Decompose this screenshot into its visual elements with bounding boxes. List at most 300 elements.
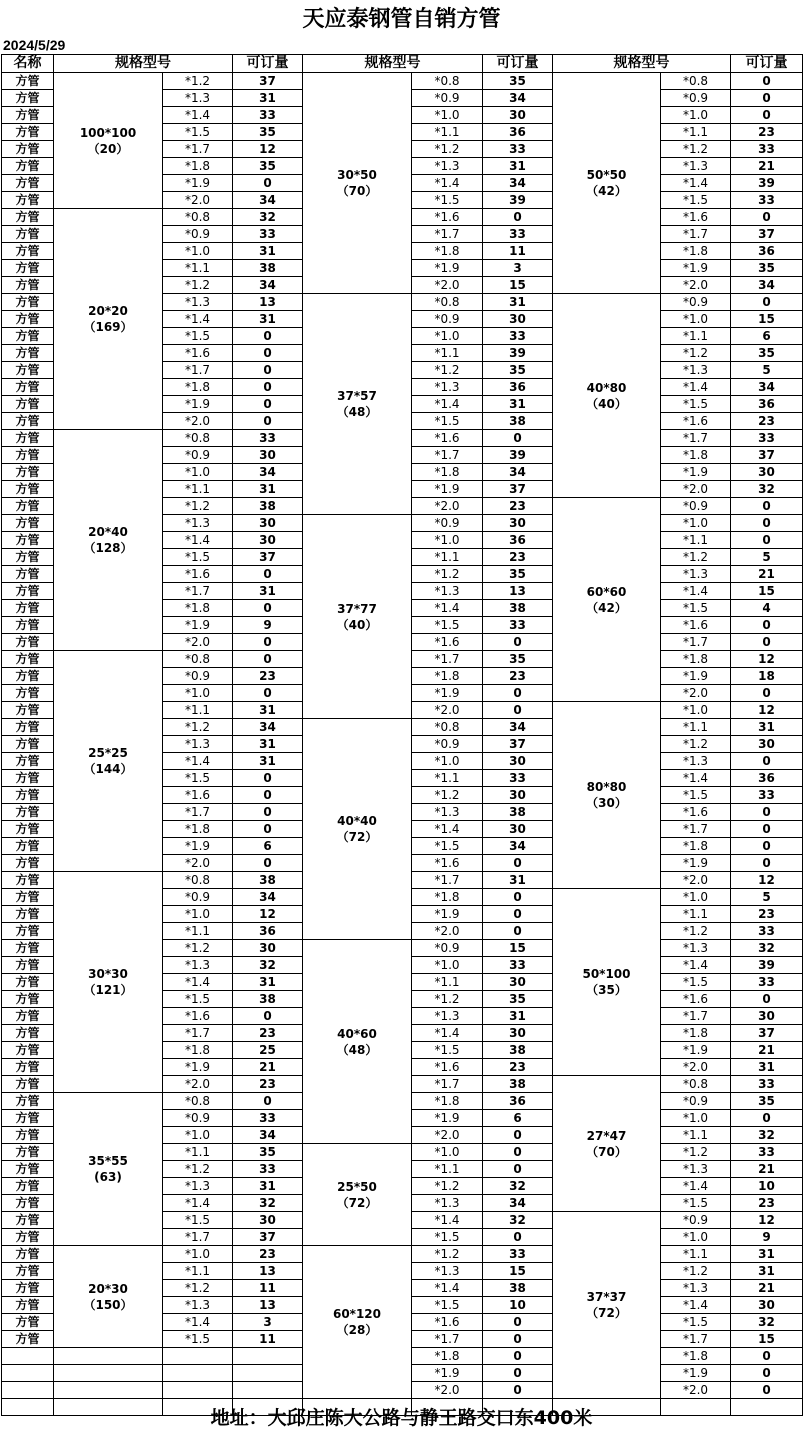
thickness-cell: *1.0	[661, 1110, 731, 1127]
quantity-cell: 4	[731, 600, 803, 617]
quantity-cell: 13	[233, 294, 303, 311]
thickness-cell: *1.0	[163, 1127, 233, 1144]
quantity-cell: 0	[233, 413, 303, 430]
quantity-cell: 33	[483, 617, 553, 634]
quantity-cell: 0	[233, 651, 303, 668]
thickness-cell: *0.9	[412, 90, 483, 107]
thickness-cell: *0.9	[163, 226, 233, 243]
thickness-cell: *1.7	[661, 430, 731, 447]
quantity-cell: 0	[233, 345, 303, 362]
thickness-cell: *1.5	[163, 1331, 233, 1348]
thickness-cell: *1.3	[163, 90, 233, 107]
product-name-cell: 方管	[2, 447, 54, 464]
thickness-cell: *2.0	[661, 1059, 731, 1076]
quantity-cell: 23	[483, 1059, 553, 1076]
quantity-cell: 30	[483, 1025, 553, 1042]
product-name-cell	[2, 1382, 54, 1399]
quantity-cell: 33	[731, 1144, 803, 1161]
product-name-cell: 方管	[2, 549, 54, 566]
thickness-cell: *1.8	[412, 243, 483, 260]
quantity-cell: 32	[483, 1178, 553, 1195]
thickness-cell: *1.9	[163, 838, 233, 855]
thickness-cell: *1.7	[412, 651, 483, 668]
thickness-cell: *1.0	[661, 1229, 731, 1246]
thickness-cell: *1.0	[661, 107, 731, 124]
product-name-cell: 方管	[2, 1314, 54, 1331]
thickness-cell: *1.9	[412, 260, 483, 277]
product-name-cell: 方管	[2, 481, 54, 498]
quantity-cell: 6	[483, 1110, 553, 1127]
size-label: 27*47	[586, 1128, 627, 1143]
size-group-cell	[303, 719, 412, 940]
product-name-cell: 方管	[2, 600, 54, 617]
thickness-cell: *1.3	[163, 294, 233, 311]
quantity-cell: 35	[731, 260, 803, 277]
report-date: 2024/5/29	[3, 37, 66, 53]
quantity-cell: 23	[233, 668, 303, 685]
thickness-cell: *1.2	[163, 498, 233, 515]
product-name-cell: 方管	[2, 1280, 54, 1297]
quantity-cell: 0	[483, 634, 553, 651]
thickness-cell: *1.9	[661, 668, 731, 685]
thickness-cell: *1.6	[412, 634, 483, 651]
quantity-cell: 31	[233, 243, 303, 260]
product-name-cell: 方管	[2, 991, 54, 1008]
thickness-cell: *1.9	[412, 1365, 483, 1382]
thickness-cell: *1.5	[412, 1229, 483, 1246]
thickness-cell: *1.7	[163, 362, 233, 379]
thickness-cell: *1.5	[661, 974, 731, 991]
quantity-cell: 15	[483, 277, 553, 294]
product-name-cell: 方管	[2, 1042, 54, 1059]
thickness-cell: *1.3	[661, 1280, 731, 1297]
thickness-cell: *2.0	[412, 498, 483, 515]
quantity-cell: 34	[483, 838, 553, 855]
header-spec: 规格型号	[54, 55, 233, 73]
thickness-cell: *1.0	[661, 515, 731, 532]
product-name-cell: 方管	[2, 515, 54, 532]
product-name-cell: 方管	[2, 906, 54, 923]
quantity-cell: 0	[731, 498, 803, 515]
quantity-cell: 0	[483, 1314, 553, 1331]
thickness-cell: *1.0	[163, 464, 233, 481]
quantity-cell: 0	[731, 855, 803, 872]
thickness-cell: *1.2	[412, 1178, 483, 1195]
quantity-cell: 23	[233, 1246, 303, 1263]
quantity-cell: 21	[731, 1042, 803, 1059]
size-label: 40*60	[337, 1026, 377, 1041]
quantity-cell: 0	[233, 600, 303, 617]
thickness-cell: *1.4	[412, 1025, 483, 1042]
thickness-cell: *1.2	[412, 787, 483, 804]
size-total: （150）	[83, 1297, 133, 1312]
quantity-cell: 32	[483, 1212, 553, 1229]
quantity-cell: 30	[731, 736, 803, 753]
thickness-cell: *1.9	[661, 464, 731, 481]
quantity-cell: 0	[731, 1110, 803, 1127]
thickness-cell: *1.7	[412, 1076, 483, 1093]
size-total: （121）	[83, 983, 133, 997]
thickness-cell: *2.0	[661, 685, 731, 702]
quantity-cell: 12	[731, 702, 803, 719]
thickness-cell: *1.5	[661, 787, 731, 804]
thickness-cell: *1.4	[412, 396, 483, 413]
quantity-cell: 0	[233, 566, 303, 583]
thickness-cell: *1.4	[163, 311, 233, 328]
product-name-cell: 方管	[2, 957, 54, 974]
product-name-cell: 方管	[2, 1297, 54, 1314]
quantity-cell: 30	[483, 107, 553, 124]
thickness-cell: *0.9	[412, 515, 483, 532]
quantity-cell: 38	[483, 1042, 553, 1059]
quantity-cell: 23	[483, 668, 553, 685]
product-name-cell: 方管	[2, 243, 54, 260]
quantity-cell: 5	[731, 549, 803, 566]
quantity-cell: 0	[483, 1127, 553, 1144]
size-label: 40*80	[586, 380, 627, 395]
thickness-cell: *1.0	[661, 702, 731, 719]
quantity-cell: 30	[233, 515, 303, 532]
thickness-cell: *1.1	[163, 702, 233, 719]
quantity-cell: 37	[483, 481, 553, 498]
thickness-cell: *1.4	[163, 1314, 233, 1331]
thickness-cell: *1.3	[412, 1263, 483, 1280]
thickness-cell: *1.4	[163, 1195, 233, 1212]
thickness-cell: *1.4	[661, 770, 731, 787]
product-name-cell: 方管	[2, 685, 54, 702]
thickness-cell: *0.8	[163, 872, 233, 889]
quantity-cell: 12	[233, 906, 303, 923]
thickness-cell: *2.0	[412, 277, 483, 294]
quantity-cell: 0	[731, 515, 803, 532]
thickness-cell: *2.0	[412, 1382, 483, 1399]
quantity-cell: 0	[731, 634, 803, 651]
product-name-cell: 方管	[2, 855, 54, 872]
quantity-cell: 15	[731, 1331, 803, 1348]
quantity-cell: 11	[483, 243, 553, 260]
quantity-cell: 30	[731, 1008, 803, 1025]
thickness-cell: *1.2	[661, 1144, 731, 1161]
size-total: （70）	[336, 184, 378, 198]
thickness-cell: *1.6	[163, 787, 233, 804]
size-label: 37*37	[586, 1290, 627, 1304]
quantity-cell: 33	[233, 1110, 303, 1127]
thickness-cell: *1.0	[412, 753, 483, 770]
thickness-cell: *1.0	[412, 1144, 483, 1161]
thickness-cell: *0.8	[412, 719, 483, 736]
product-name-cell: 方管	[2, 209, 54, 226]
quantity-cell: 31	[233, 702, 303, 719]
quantity-cell: 35	[233, 158, 303, 175]
thickness-cell: *1.2	[412, 362, 483, 379]
product-name-cell: 方管	[2, 617, 54, 634]
thickness-cell: *0.9	[661, 1212, 731, 1229]
thickness-cell: *1.4	[661, 1178, 731, 1195]
quantity-cell: 35	[731, 345, 803, 362]
quantity-cell: 0	[731, 532, 803, 549]
thickness-cell: *1.0	[163, 243, 233, 260]
quantity-cell: 0	[731, 838, 803, 855]
thickness-cell: *0.9	[661, 1093, 731, 1110]
quantity-cell: 35	[731, 1093, 803, 1110]
thickness-cell: *2.0	[412, 923, 483, 940]
thickness-cell: *1.4	[661, 379, 731, 396]
thickness-cell: *1.3	[661, 753, 731, 770]
product-name-cell: 方管	[2, 90, 54, 107]
size-label: 20*40	[88, 525, 128, 539]
thickness-cell: *1.6	[661, 413, 731, 430]
thickness-cell: *1.4	[412, 1212, 483, 1229]
quantity-cell: 38	[233, 872, 303, 889]
empty-cell	[233, 1365, 303, 1382]
size-group-cell	[54, 209, 163, 430]
thickness-cell: *1.9	[661, 1365, 731, 1382]
thickness-cell: *0.9	[163, 447, 233, 464]
thickness-cell: *0.9	[163, 889, 233, 906]
thickness-cell: *1.5	[163, 549, 233, 566]
thickness-cell: *1.8	[412, 889, 483, 906]
header-name: 名称	[2, 55, 54, 73]
quantity-cell: 30	[483, 787, 553, 804]
quantity-cell: 38	[483, 600, 553, 617]
quantity-cell: 36	[731, 396, 803, 413]
thickness-cell: *1.1	[163, 260, 233, 277]
quantity-cell: 0	[731, 821, 803, 838]
thickness-cell: *1.7	[661, 1008, 731, 1025]
quantity-cell: 30	[483, 515, 553, 532]
quantity-cell: 34	[731, 277, 803, 294]
quantity-cell: 33	[233, 226, 303, 243]
thickness-cell: *1.3	[412, 1008, 483, 1025]
quantity-cell: 9	[731, 1229, 803, 1246]
thickness-cell: *1.3	[412, 379, 483, 396]
thickness-cell: *0.9	[163, 668, 233, 685]
quantity-cell: 21	[731, 1280, 803, 1297]
thickness-cell: *1.4	[163, 107, 233, 124]
empty-cell	[54, 1348, 163, 1365]
size-label: 20*20	[88, 304, 128, 318]
quantity-cell: 37	[233, 1229, 303, 1246]
thickness-cell: *1.1	[661, 1127, 731, 1144]
size-label: 60*120	[332, 1307, 382, 1321]
size-total: （72）	[586, 1306, 627, 1320]
quantity-cell: 31	[233, 481, 303, 498]
quantity-cell: 36	[731, 770, 803, 787]
quantity-cell: 34	[483, 464, 553, 481]
quantity-cell: 37	[731, 447, 803, 464]
quantity-cell: 21	[233, 1059, 303, 1076]
size-total: （42）	[586, 184, 627, 198]
quantity-cell: 35	[233, 1144, 303, 1161]
size-total: （30）	[586, 796, 627, 810]
quantity-cell: 39	[483, 345, 553, 362]
quantity-cell: 0	[731, 1365, 803, 1382]
thickness-cell: *1.3	[661, 158, 731, 175]
thickness-cell: *1.9	[661, 1042, 731, 1059]
product-name-cell: 方管	[2, 294, 54, 311]
quantity-cell: 0	[731, 685, 803, 702]
thickness-cell: *1.1	[661, 1246, 731, 1263]
thickness-cell: *1.6	[163, 566, 233, 583]
quantity-cell: 34	[233, 889, 303, 906]
quantity-cell: 21	[731, 1161, 803, 1178]
thickness-cell: *1.8	[163, 1042, 233, 1059]
quantity-cell: 35	[483, 362, 553, 379]
thickness-cell: *1.6	[163, 1008, 233, 1025]
quantity-cell: 0	[483, 906, 553, 923]
product-name-cell: 方管	[2, 753, 54, 770]
quantity-cell: 30	[731, 1297, 803, 1314]
quantity-cell: 0	[731, 804, 803, 821]
thickness-cell: *1.9	[163, 617, 233, 634]
thickness-cell: *1.2	[661, 549, 731, 566]
thickness-cell: *1.6	[412, 855, 483, 872]
product-name-cell: 方管	[2, 787, 54, 804]
quantity-cell: 38	[233, 260, 303, 277]
thickness-cell: *1.4	[661, 175, 731, 192]
thickness-cell: *1.1	[163, 481, 233, 498]
quantity-cell: 21	[731, 566, 803, 583]
thickness-cell: *1.2	[661, 345, 731, 362]
thickness-cell: *1.8	[412, 1093, 483, 1110]
thickness-cell: *1.8	[661, 447, 731, 464]
thickness-cell: *0.8	[163, 1093, 233, 1110]
thickness-cell: *1.4	[412, 1280, 483, 1297]
product-name-cell: 方管	[2, 158, 54, 175]
product-name-cell: 方管	[2, 1229, 54, 1246]
product-name-cell: 方管	[2, 1246, 54, 1263]
table-row	[2, 73, 803, 90]
size-group-cell	[303, 1144, 412, 1246]
product-name-cell: 方管	[2, 1161, 54, 1178]
quantity-cell: 33	[731, 430, 803, 447]
thickness-cell: *1.7	[661, 821, 731, 838]
thickness-cell: *1.1	[412, 549, 483, 566]
product-name-cell: 方管	[2, 430, 54, 447]
size-label: 35*55	[88, 1154, 128, 1168]
quantity-cell: 33	[731, 141, 803, 158]
thickness-cell: *1.8	[163, 600, 233, 617]
size-group-cell	[303, 294, 412, 515]
quantity-cell: 5	[731, 362, 803, 379]
quantity-cell: 0	[233, 379, 303, 396]
thickness-cell: *1.8	[163, 821, 233, 838]
product-name-cell: 方管	[2, 651, 54, 668]
thickness-cell: *1.0	[412, 532, 483, 549]
quantity-cell: 31	[233, 583, 303, 600]
quantity-cell: 25	[233, 1042, 303, 1059]
thickness-cell: *1.5	[163, 1212, 233, 1229]
quantity-cell: 39	[483, 447, 553, 464]
quantity-cell: 0	[483, 923, 553, 940]
quantity-cell: 35	[233, 124, 303, 141]
thickness-cell: *1.8	[661, 651, 731, 668]
quantity-cell: 18	[731, 668, 803, 685]
thickness-cell: *1.9	[661, 260, 731, 277]
thickness-cell: *1.2	[412, 141, 483, 158]
thickness-cell: *0.9	[412, 736, 483, 753]
product-name-cell: 方管	[2, 1008, 54, 1025]
quantity-cell: 23	[731, 413, 803, 430]
thickness-cell: *1.9	[412, 685, 483, 702]
header-qty: 可订量	[483, 55, 553, 73]
thickness-cell: *1.4	[163, 753, 233, 770]
product-name-cell: 方管	[2, 1331, 54, 1348]
thickness-cell: *1.7	[412, 872, 483, 889]
quantity-cell: 36	[483, 1093, 553, 1110]
quantity-cell: 31	[483, 396, 553, 413]
quantity-cell: 30	[483, 821, 553, 838]
size-total: （28）	[336, 1323, 378, 1337]
inventory-body	[2, 55, 803, 1416]
quantity-cell: 0	[233, 804, 303, 821]
quantity-cell: 6	[233, 838, 303, 855]
quantity-cell: 38	[233, 498, 303, 515]
size-group-cell	[54, 1093, 163, 1246]
table-row	[2, 1246, 803, 1263]
product-name-cell: 方管	[2, 532, 54, 549]
product-name-cell: 方管	[2, 821, 54, 838]
product-name-cell: 方管	[2, 260, 54, 277]
thickness-cell: *1.0	[661, 311, 731, 328]
thickness-cell: *2.0	[661, 481, 731, 498]
thickness-cell: *1.2	[661, 736, 731, 753]
quantity-cell: 33	[731, 974, 803, 991]
product-name-cell: 方管	[2, 1093, 54, 1110]
product-name-cell: 方管	[2, 1212, 54, 1229]
size-label: 50*50	[586, 168, 627, 182]
quantity-cell: 0	[483, 1348, 553, 1365]
quantity-cell: 0	[731, 1348, 803, 1365]
product-name-cell: 方管	[2, 974, 54, 991]
quantity-cell: 0	[731, 294, 803, 311]
quantity-cell: 12	[731, 1212, 803, 1229]
thickness-cell: *1.6	[412, 430, 483, 447]
size-group-cell	[303, 940, 412, 1144]
quantity-cell: 21	[731, 158, 803, 175]
quantity-cell: 0	[483, 702, 553, 719]
quantity-cell: 31	[483, 294, 553, 311]
size-group-cell	[303, 1246, 412, 1399]
quantity-cell: 30	[233, 447, 303, 464]
size-group-cell	[303, 515, 412, 719]
size-group-cell	[54, 430, 163, 651]
product-name-cell: 方管	[2, 702, 54, 719]
thickness-cell: *1.8	[661, 243, 731, 260]
thickness-cell: *1.7	[661, 634, 731, 651]
thickness-cell: *1.6	[661, 209, 731, 226]
quantity-cell: 34	[483, 175, 553, 192]
product-name-cell: 方管	[2, 1195, 54, 1212]
quantity-cell: 23	[233, 1076, 303, 1093]
empty-cell	[163, 1365, 233, 1382]
thickness-cell: *0.9	[163, 1110, 233, 1127]
quantity-cell: 31	[731, 1246, 803, 1263]
quantity-cell: 15	[731, 583, 803, 600]
quantity-cell: 0	[233, 855, 303, 872]
quantity-cell: 34	[483, 1195, 553, 1212]
quantity-cell: 31	[731, 1059, 803, 1076]
quantity-cell: 0	[233, 821, 303, 838]
quantity-cell: 13	[233, 1263, 303, 1280]
thickness-cell: *1.0	[412, 107, 483, 124]
quantity-cell: 0	[483, 209, 553, 226]
thickness-cell: *1.1	[661, 328, 731, 345]
thickness-cell: *1.4	[661, 957, 731, 974]
quantity-cell: 23	[731, 906, 803, 923]
size-label: 60*60	[586, 584, 627, 599]
thickness-cell: *1.1	[661, 719, 731, 736]
